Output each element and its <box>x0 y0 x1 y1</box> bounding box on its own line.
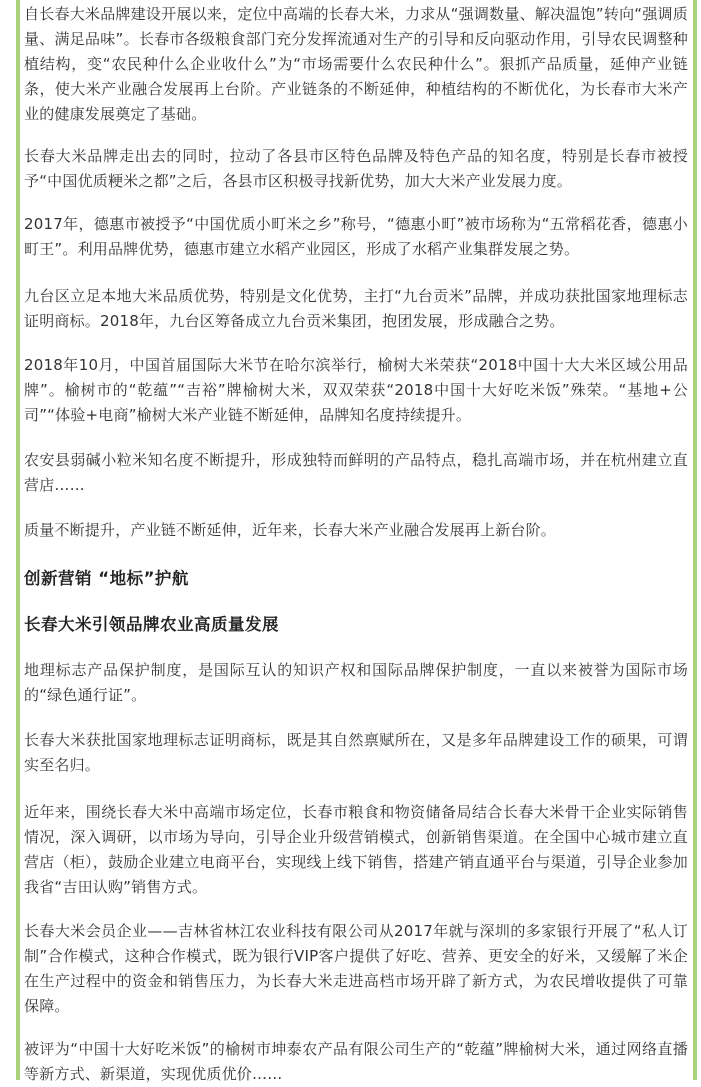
paragraph: 质量不断提升，产业链不断延伸，近年来，长春大米产业融合发展再上新台阶。 <box>24 521 557 539</box>
paragraph: 2018年10月，中国首届国际大米节在哈尔滨举行，榆树大米荣获“2018中国十大大米区域公用品牌”。榆树市的“乾蕴”“吉裕”牌榆树大米，双双荣获“2018中国十大好吃米饭”殊荣。“基地+公司”“体验+电商”榆树大米产业链不断延伸，品牌知名度持续提升。 <box>24 356 688 424</box>
left-accent-border <box>16 0 20 1080</box>
paragraph: 九台区立足本地大米品质优势，特别是文化优势，主打“九台贡米”品牌，并成功获批国家地理标志证明商标。2018年，九台区筹备成立九台贡米集团，抱团发展，形成融合之势。 <box>24 287 688 330</box>
paragraph: 2017年，德惠市被授予“中国优质小町米之乡”称号，“德惠小町”被市场称为“五常稻花香，德惠小町王”。利用品牌优势，德惠市建立水稻产业园区，形成了水稻产业集群发展之势。 <box>24 215 688 258</box>
right-accent-border <box>693 0 697 1080</box>
paragraph: 长春大米会员企业——吉林省林江农业科技有限公司从2017年就与深圳的多家银行开展了“私人订制”合作模式，这种合作模式，既为银行VIP客户提供了好吃、营养、更安全的好米，又缓解了米企在生产过程中的资金和销售压力，为长春大米走进高档市场开辟了新方式，为农民增收提供了可靠保障。 <box>24 922 688 1015</box>
paragraph: 地理标志产品保护制度，是国际互认的知识产权和国际品牌保护制度，一直以来被誉为国际市场的“绿色通行证”。 <box>24 661 688 704</box>
paragraph: 长春大米品牌走出去的同时，拉动了各县市区特色品牌及特色产品的知名度，特别是长春市被授予“中国优质粳米之都”之后，各县市区积极寻找新优势，加大大米产业发展力度。 <box>24 147 688 190</box>
section-heading: 创新营销 “地标”护航 <box>24 569 189 588</box>
paragraph: 农安县弱碱小粒米知名度不断提升，形成独特而鲜明的产品特点，稳扎高端市场，并在杭州建立直营店…… <box>24 451 688 494</box>
paragraph: 被评为“中国十大好吃米饭”的榆树市坤泰农产品有限公司生产的“乾蕴”牌榆树大米，通过网络直播等新方式、新渠道，实现优质优价…… <box>24 1040 688 1083</box>
paragraph: 长春大米获批国家地理标志证明商标，既是其自然禀赋所在，又是多年品牌建设工作的硕果，可谓实至名归。 <box>24 731 688 774</box>
paragraph: 自长春大米品牌建设开展以来，定位中高端的长春大米，力求从“强调数量、解决温饱”转向“强调质量、满足品味”。长春市各级粮食部门充分发挥流通对生产的引导和反向驱动作用，引导农民调整种植结构，变“农民种什么企业收什么”为“市场需要什么农民种什么”。狠抓产品质量，延伸产业链条，使大米产业融合发展再上台阶。产业链条的不断延伸，种植结构的不断优化，为长春市大米产业的健康发展奠定了基础。 <box>24 5 688 123</box>
paragraph: 近年来，围绕长春大米中高端市场定位，长春市粮食和物资储备局结合长春大米骨干企业实际销售情况，深入调研，以市场为导向，引导企业升级营销模式，创新销售渠道。在全国中心城市建立直营店（柜），鼓励企业建立电商平台，实现线上线下销售，搭建产销直通平台与渠道，引导企业参加我省“吉田认购”销售方式。 <box>24 803 688 896</box>
section-subheading: 长春大米引领品牌农业高质量发展 <box>24 615 279 634</box>
